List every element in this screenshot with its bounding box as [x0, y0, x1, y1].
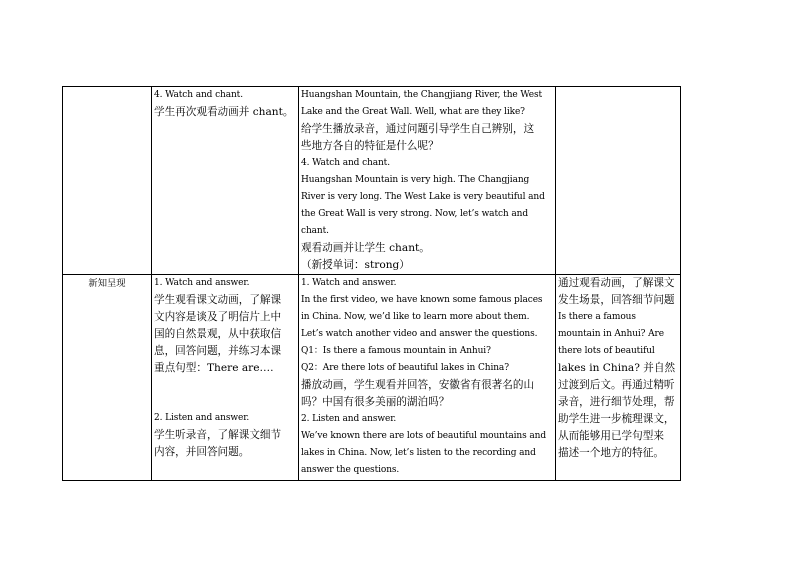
row1-teacher-line: 给学生播放录音，通过问题引导学生自己辨别，这	[301, 123, 535, 135]
row1-student-activity-cell	[152, 87, 299, 275]
row2-student-line: 重点句型：There are….	[154, 362, 274, 374]
row1-student-line: 4. Watch and chant.	[154, 90, 243, 100]
row2-teacher-line: 1. Watch and answer.	[301, 278, 397, 288]
row2-teacher-line: In the first video, we have known some famous places	[301, 295, 543, 305]
row2-teacher-line: We’ve known there are lots of beautiful mountains and	[301, 431, 547, 441]
row2-teacher-line: 吗？中国有很多美丽的湖泊吗？	[301, 396, 450, 408]
row2-student-line: 学生观看课文动画，了解课	[154, 294, 282, 306]
row1-teacher-line: chant.	[301, 226, 329, 236]
row1-teacher-line: Huangshan Mountain is very high. The Changjiang	[301, 175, 530, 185]
row2-purpose-line: mountain in Anhui? Are	[558, 329, 664, 339]
row1-purpose-cell	[556, 87, 681, 275]
row1-stage-cell	[63, 87, 152, 275]
row2-teacher-line: 2. Listen and answer.	[301, 414, 397, 424]
row2-teacher-line: answer the questions.	[301, 465, 400, 475]
row2-purpose-line: 录音，进行细节处理，帮	[558, 396, 675, 408]
row2-teacher-line: lakes in China. Now, let’s listen to the recording and	[301, 448, 536, 458]
row2-teacher-line: 播放动画，学生观看并回答，安徽省有很著名的山	[301, 379, 535, 391]
row2-teacher-line: Q2：Are there lots of beautiful lakes in China?	[301, 363, 509, 373]
row2-student-line: 2. Listen and answer.	[154, 413, 250, 423]
lesson-plan-table	[62, 86, 681, 481]
row1-teacher-line: 4. Watch and chant.	[301, 158, 390, 168]
row2-purpose-line: there lots of beautiful	[558, 346, 655, 356]
row1-teacher-line: Huangshan Mountain, the Changjiang River, the West	[301, 90, 543, 100]
row2-teacher-line: Let’s watch another video and answer the questions.	[301, 329, 538, 339]
row2-student-line: 1. Watch and answer.	[154, 278, 250, 288]
row2-purpose-line: Is there a famous	[558, 312, 636, 322]
row2-student-line: 学生听录音，了解课文细节	[154, 429, 282, 441]
row1-teacher-line: （新授单词：strong）	[301, 259, 410, 271]
row2-student-activity-cell	[152, 275, 299, 481]
row1-student-line: 学生再次观看动画并 chant。	[154, 106, 294, 118]
row2-purpose-line: 发生场景，回答细节问题	[558, 294, 675, 306]
row2-teacher-line: Q1：Is there a famous mountain in Anhui?	[301, 346, 491, 356]
row2-purpose-line: 从而能够用已学句型来	[558, 430, 664, 442]
stage-label: 新知呈现	[88, 278, 126, 289]
row2-teacher-activity-cell	[299, 275, 556, 481]
row2-purpose-line: 过渡到后文。再通过精听	[558, 379, 675, 391]
row1-teacher-line: Lake and the Great Wall. Well, what are they like?	[301, 107, 525, 117]
table-row	[63, 87, 681, 275]
row2-student-line: 息，回答问题，并练习本课	[154, 345, 282, 357]
row2-purpose-line: 描述一个地方的特征。	[558, 447, 664, 459]
row2-student-line: 文内容是谈及了明信片上中	[154, 311, 282, 323]
row1-teacher-line: the Great Wall is very strong. Now, let’s watch and	[301, 209, 528, 219]
row1-teacher-activity-cell	[299, 87, 556, 275]
row2-purpose-line: 通过观看动画，了解课文	[558, 277, 675, 289]
row1-teacher-line: 观看动画并让学生 chant。	[301, 242, 430, 254]
row2-purpose-line: 助学生进一步梳理课文，	[558, 413, 675, 425]
row2-purpose-line: lakes in China? 并自然	[558, 362, 676, 374]
table-row	[63, 275, 681, 481]
row2-student-line: 内容，并回答问题。	[154, 446, 250, 458]
row1-teacher-line: 些地方各自的特征是什么呢？	[301, 140, 439, 152]
row2-student-line: 国的自然景观，从中获取信	[154, 328, 282, 340]
row1-teacher-line: River is very long. The West Lake is very beautiful and	[301, 192, 545, 202]
row2-teacher-line: in China. Now, we’d like to learn more about them.	[301, 312, 530, 322]
stage-label-cell	[63, 275, 152, 481]
row2-purpose-cell	[556, 275, 681, 481]
